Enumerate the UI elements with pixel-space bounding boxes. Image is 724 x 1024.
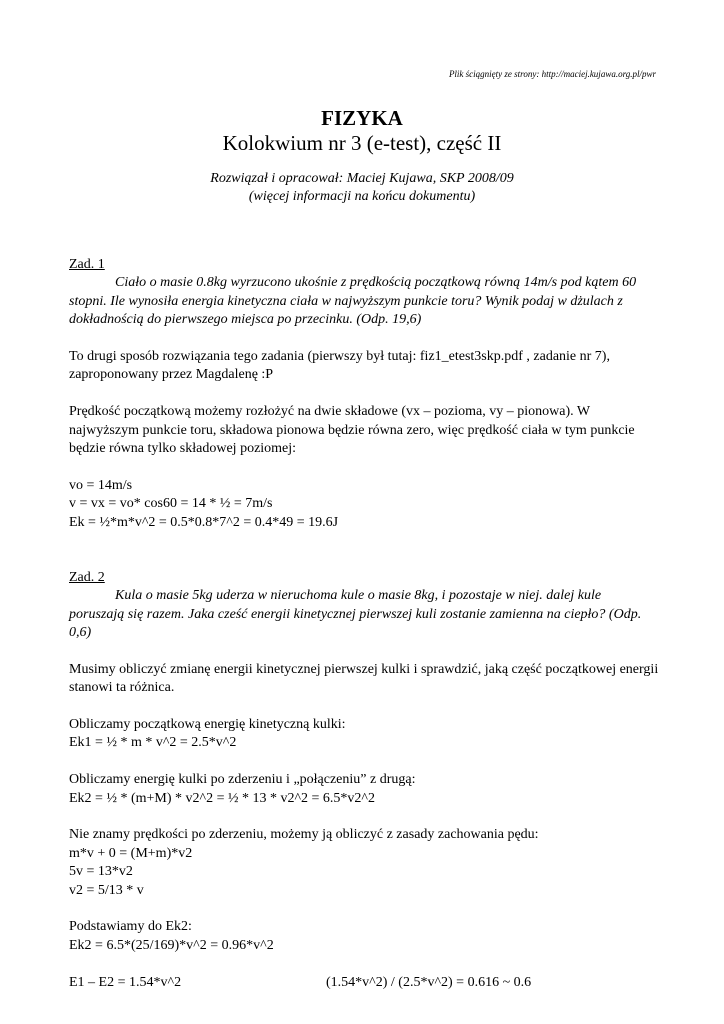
task2-paragraph: Musimy obliczyć zmianę energii kinetycznej pierwszej kulki i sprawdzić, jaką część początkowej energii stanowi ta różnica. xyxy=(69,661,659,696)
task2-equation: m*v + 0 = (M+m)*v2 xyxy=(69,845,193,861)
source-note: Plik ściągnięty ze strony: http://maciej.kujawa.org.pl/pwr xyxy=(448,69,656,79)
task2-ratio: (1.54*v^2) / (2.5*v^2) = 0.616 ~ 0.6 xyxy=(326,974,532,990)
document-body xyxy=(69,256,659,992)
task2-equation: Ek2 = ½ * (m+M) * v2^2 = ½ * 13 * v2^2 = 6.5*v2^2 xyxy=(69,790,376,806)
task1-equation: vo = 14m/s xyxy=(69,477,133,493)
task1-statement: Ciało o masie 0.8kg wyrzucono ukośnie z prędkością początkową równą 14m/s pod kątem 60 stopni. Ile wynosiła energia kinetyczna ciała w najwyższym punkcie toru? Wynik podaj w dżulach z dokładnością do pierwszego miejsca po przecinku. (Odp. 19,6) xyxy=(69,275,637,328)
task2-line: Obliczamy początkową energię kinetyczną kulki: xyxy=(69,717,346,733)
task2-equation: 5v = 13*v2 xyxy=(69,864,133,880)
task1-heading: Zad. 1 xyxy=(69,257,105,272)
task2-equation: v2 = 5/13 * v xyxy=(69,882,144,898)
task2-line: Podstawiamy do Ek2: xyxy=(69,919,192,935)
task2-statement: Kula o masie 5kg uderza w nieruchoma kule o masie 8kg, i pozostaje w niej. dalej kule poruszają się razem. Jaka cześć energii kinetycznej pierwszej kuli zostanie zamienna na ciepło? (Odp. 0,6) xyxy=(69,588,642,641)
task2-heading: Zad. 2 xyxy=(69,569,105,585)
page-subtitle: Kolokwium nr 3 (e-test), część II xyxy=(222,131,502,155)
page-title: FIZYKA xyxy=(321,106,403,130)
task1-equation: v = vx = vo* cos60 = 14 * ½ = 7m/s xyxy=(69,496,273,512)
author-block xyxy=(0,170,724,206)
task1-explanation: Prędkość początkową możemy rozłożyć na dwie składowe (vx – pozioma, vy – pionowa). W najwyższym punkcie toru, składowa pionowa będzie równa zero, więc prędkość ciała w tym punkcie będzie równa tylko składowej poziomej: xyxy=(69,404,635,457)
info-note: (więcej informacji na końcu dokumentu) xyxy=(248,189,476,204)
task2-equation: Ek2 = 6.5*(25/169)*v^2 = 0.96*v^2 xyxy=(69,937,274,953)
task2-equation: Ek1 = ½ * m * v^2 = 2.5*v^2 xyxy=(69,735,237,751)
author-line: Rozwiązał i opracował: Maciej Kujawa, SKP 2008/09 xyxy=(210,171,514,186)
task2-line: Nie znamy prędkości po zderzeniu, możemy ją obliczyć z zasady zachowania pędu: xyxy=(69,827,539,843)
task1-intro: To drugi sposób rozwiązania tego zadania (pierwszy był tutaj: fiz1_etest3skp.pdf , zadanie nr 7), zaproponowany przez Magdalenę :P xyxy=(69,349,610,383)
task2-energy-difference: E1 – E2 = 1.54*v^2 xyxy=(69,974,182,990)
task2-line: Obliczamy energię kulki po zderzeniu i „połączeniu” z drugą: xyxy=(69,772,416,788)
task2-result-row xyxy=(69,974,659,992)
task1-equation: Ek = ½*m*v^2 = 0.5*0.8*7^2 = 0.4*49 = 19.6J xyxy=(69,514,339,530)
